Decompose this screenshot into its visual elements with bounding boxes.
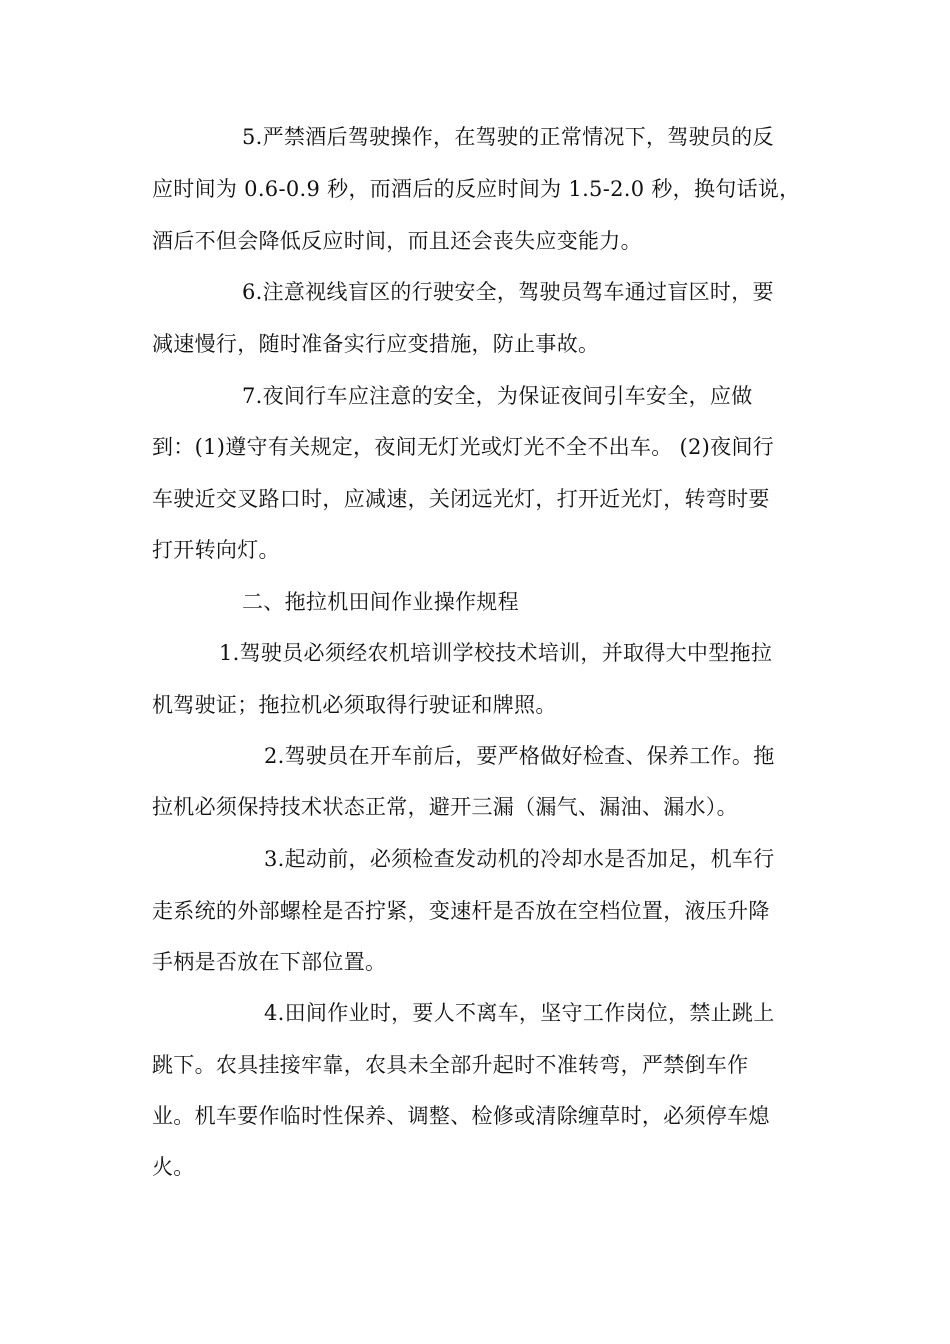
rule-2-line-2: 拉机必须保持技术状态正常，避开三漏（漏气、漏油、漏水）。 [152, 795, 738, 819]
section-heading: 二、拖拉机田间作业操作规程 [242, 590, 519, 614]
rule-1-line-1: 1.驾驶员必须经农机培训学校技术培训，并取得大中型拖拉 [219, 641, 773, 665]
paragraph-7-line-2: 到：(1)遵守有关规定，夜间无灯光或灯光不全不出车。 (2)夜间行 [152, 435, 775, 459]
rule-4-line-3: 业。机车要作临时性保养、调整、检修或清除缠草时，必须停车熄 [152, 1104, 770, 1128]
paragraph-7-line-1: 7.夜间行车应注意的安全，为保证夜间引车安全，应做 [242, 384, 753, 408]
rule-1-line-2: 机驾驶证；拖拉机必须取得行驶证和牌照。 [152, 693, 557, 717]
paragraph-7-line-4: 打开转向灯。 [152, 538, 280, 562]
rule-4-line-4: 火。 [152, 1155, 195, 1179]
rule-4-line-2: 跳下。农具挂接牢靠，农具未全部升起时不准转弯，严禁倒车作 [152, 1053, 749, 1077]
paragraph-5-line-3: 酒后不但会降低反应时间，而且还会丧失应变能力。 [152, 229, 642, 253]
rule-3-line-1: 3.起动前，必须检查发动机的冷却水是否加足，机车行 [264, 847, 775, 871]
rule-3-line-2: 走系统的外部螺栓是否拧紧，变速杆是否放在空档位置，液压升降 [152, 899, 770, 923]
paragraph-5-line-1: 5.严禁酒后驾驶操作，在驾驶的正常情况下，驾驶员的反 [242, 125, 774, 149]
paragraph-5-line-2: 应时间为 0.6-0.9 秒，而酒后的反应时间为 1.5-2.0 秒，换句话说， [152, 177, 801, 201]
rule-2-line-1: 2.驾驶员在开车前后，要严格做好检查、保养工作。拖 [264, 744, 775, 768]
paragraph-6-line-1: 6.注意视线盲区的行驶安全，驾驶员驾车通过盲区时，要 [242, 280, 774, 304]
paragraph-6-line-2: 减速慢行，随时准备实行应变措施，防止事故。 [152, 332, 600, 356]
paragraph-7-line-3: 车驶近交叉路口时，应减速，关闭远光灯，打开近光灯，转弯时要 [152, 487, 770, 511]
rule-4-line-1: 4.田间作业时，要人不离车，坚守工作岗位，禁止跳上 [264, 1001, 775, 1025]
rule-3-line-3: 手柄是否放在下部位置。 [152, 950, 387, 974]
